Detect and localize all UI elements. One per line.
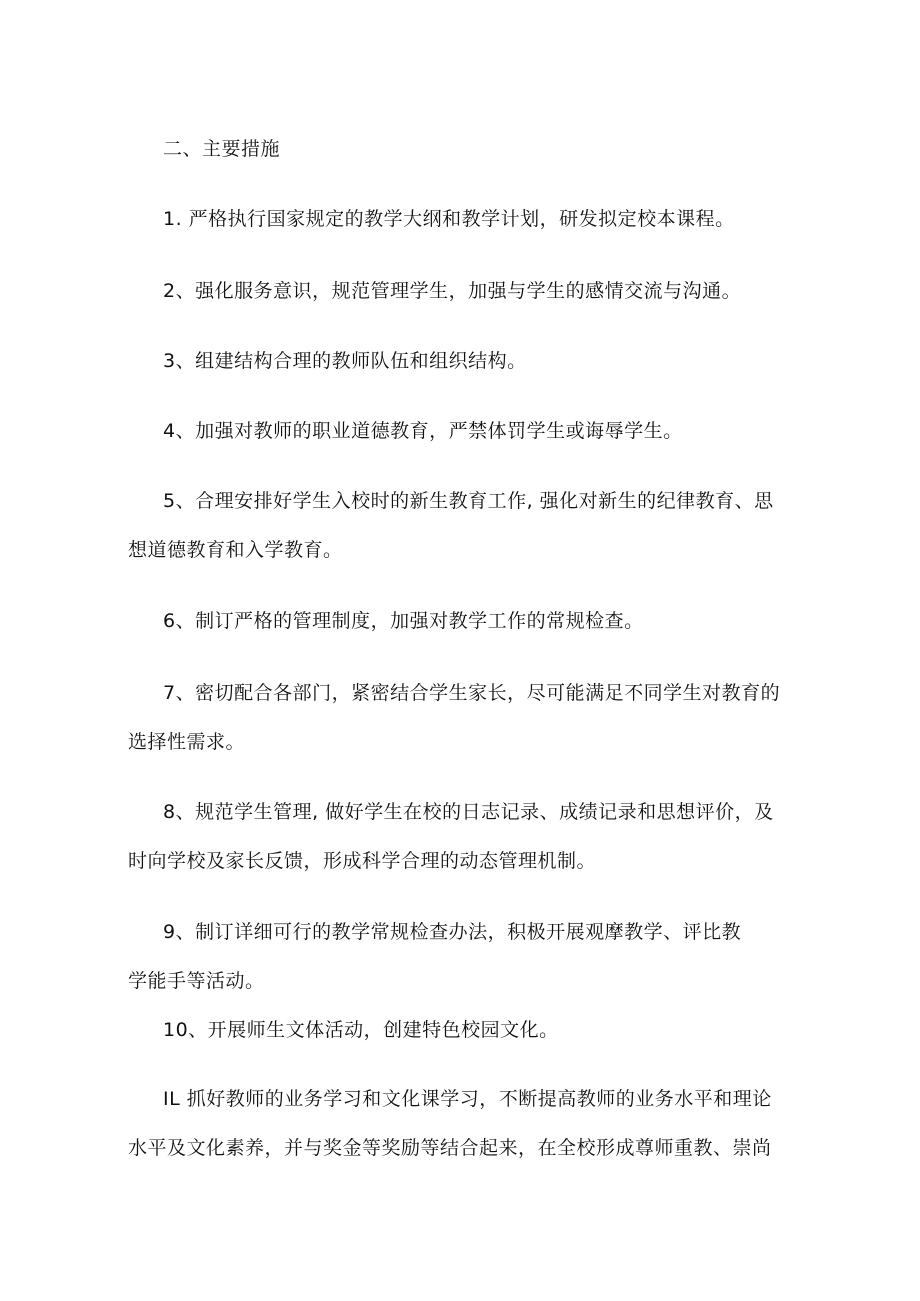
section-heading: 二、主要措施: [163, 138, 281, 160]
measure-item-7-line-2: 选择性需求。: [128, 731, 246, 753]
measure-item-9-line-2: 学能手等活动。: [128, 970, 265, 992]
measure-item-8-line-2: 时向学校及家长反馈，形成科学合理的动态管理机制。: [128, 850, 597, 872]
measure-item-6: 6、制订严格的管理制度，加强对教学工作的常规检查。: [163, 610, 644, 632]
measure-item-8-line-1: 8、规范学生管理, 做好学生在校的日志记录、成绩记录和思想评价，及: [163, 801, 774, 823]
measure-item-7-line-1: 7、密切配合各部门，紧密结合学生家长，尽可能满足不同学生对教育的: [163, 682, 781, 704]
measure-item-11-line-2: 水平及文化素养，并与奖金等奖励等结合起来，在全校形成尊师重教、崇尚: [128, 1137, 772, 1159]
measure-item-2: 2、强化服务意识，规范管理学生，加强与学生的感情交流与沟通。: [163, 280, 742, 302]
measure-item-10: 10、开展师生文体活动，创建特色校园文化。: [163, 1019, 559, 1041]
measure-item-1: 1. 严格执行国家规定的教学大纲和教学计划，研发拟定校本课程。: [163, 208, 735, 230]
measure-item-4: 4、加强对教师的职业道德教育，严禁体罚学生或诲辱学生。: [163, 420, 683, 442]
measure-item-5-line-2: 想道德教育和入学教育。: [128, 539, 343, 561]
measure-item-9-line-1: 9、制订详细可行的教学常规检查办法，积极开展观摩教学、评比教: [163, 921, 742, 943]
measure-item-5-line-1: 5、合理安排好学生入校时的新生教育工作, 强化对新生的纪律教育、思: [163, 490, 774, 512]
measure-item-11-line-1: IL 抓好教师的业务学习和文化课学习，不断提高教师的业务水平和理论: [163, 1088, 772, 1110]
measure-item-3: 3、组建结构合理的教师队伍和组织结构。: [163, 350, 527, 372]
